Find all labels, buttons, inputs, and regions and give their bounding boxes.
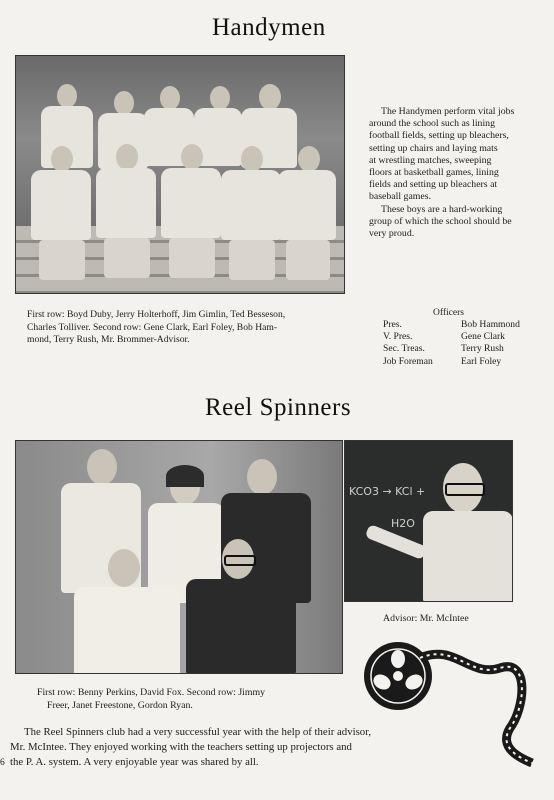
- text-line: very proud.: [369, 228, 415, 240]
- reel-spinners-caption: [37, 687, 357, 713]
- officer-role: V. Pres.: [383, 331, 413, 343]
- advisor-caption: Advisor: Mr. McIntee: [383, 613, 469, 624]
- text-line: around the school such as lining: [369, 118, 495, 130]
- caption-line: First row: Benny Perkins, David Fox. Second row: Jimmy: [37, 687, 266, 698]
- reel-spinners-paragraph: [10, 725, 450, 770]
- text-line: The Handymen perform vital jobs: [381, 106, 515, 117]
- officer-name: Bob Hammond: [461, 319, 520, 330]
- caption-line: First row: Boyd Duby, Jerry Holterhoff, Jim Gimlin, Ted Besseson,: [27, 309, 286, 320]
- text-line: fields and setting up bleachers at: [369, 179, 498, 191]
- officer-name: Gene Clark: [461, 331, 505, 343]
- text-line: group of which the school should be: [369, 215, 512, 227]
- officer-row: [383, 343, 548, 355]
- text-line: floors at basketball games, lining: [369, 167, 499, 179]
- reel-spinners-group-photo: [15, 440, 343, 674]
- caption-line: mond, Terry Rush, Mr. Brommer-Advisor.: [27, 334, 190, 345]
- text-line: at wrestling matches, sweeping: [369, 154, 492, 166]
- caption-line: Freer, Janet Freestone, Gordon Ryan.: [47, 699, 193, 711]
- handymen-caption: [27, 309, 367, 347]
- caption-line: Charles Tolliver. Second row: Gene Clark, Earl Foley, Bob Ham-: [27, 321, 278, 333]
- reel-spinners-title: Reel Spinners: [205, 394, 352, 421]
- chalkboard-text: KCO3 → KCl +: [349, 485, 426, 498]
- officer-role: Job Foreman: [383, 355, 433, 367]
- officer-row: [383, 331, 548, 343]
- officer-role: Sec. Treas.: [383, 343, 425, 355]
- advisor-photo: [344, 440, 513, 602]
- text-line: These boys are a hard-working: [381, 203, 503, 215]
- chalkboard-text: H2O: [391, 517, 415, 530]
- text-line: baseball games.: [369, 191, 432, 203]
- officer-name: Earl Foley: [461, 355, 502, 367]
- officer-row: [383, 356, 548, 368]
- officers-heading: Officers: [433, 308, 464, 318]
- paragraph-line: Mr. McIntee. They enjoyed working with the teachers setting up projectors and: [10, 741, 352, 753]
- text-line: football fields, setting up bleachers,: [369, 130, 509, 142]
- officers-list: [383, 319, 548, 368]
- handymen-group-photo: [15, 55, 345, 294]
- handymen-description: [369, 106, 549, 240]
- paragraph-line: the P. A. system. A very enjoyable year was shared by all.: [10, 756, 259, 768]
- handymen-title: Handymen: [212, 14, 326, 41]
- text-line: setting up chairs and laying mats: [369, 142, 498, 154]
- officer-role: Pres.: [383, 319, 402, 330]
- officer-name: Terry Rush: [461, 343, 504, 355]
- page-number: 6: [0, 758, 5, 768]
- officer-row: [383, 319, 548, 331]
- paragraph-line: The Reel Spinners club had a very successful year with the help of their advisor,: [24, 726, 372, 738]
